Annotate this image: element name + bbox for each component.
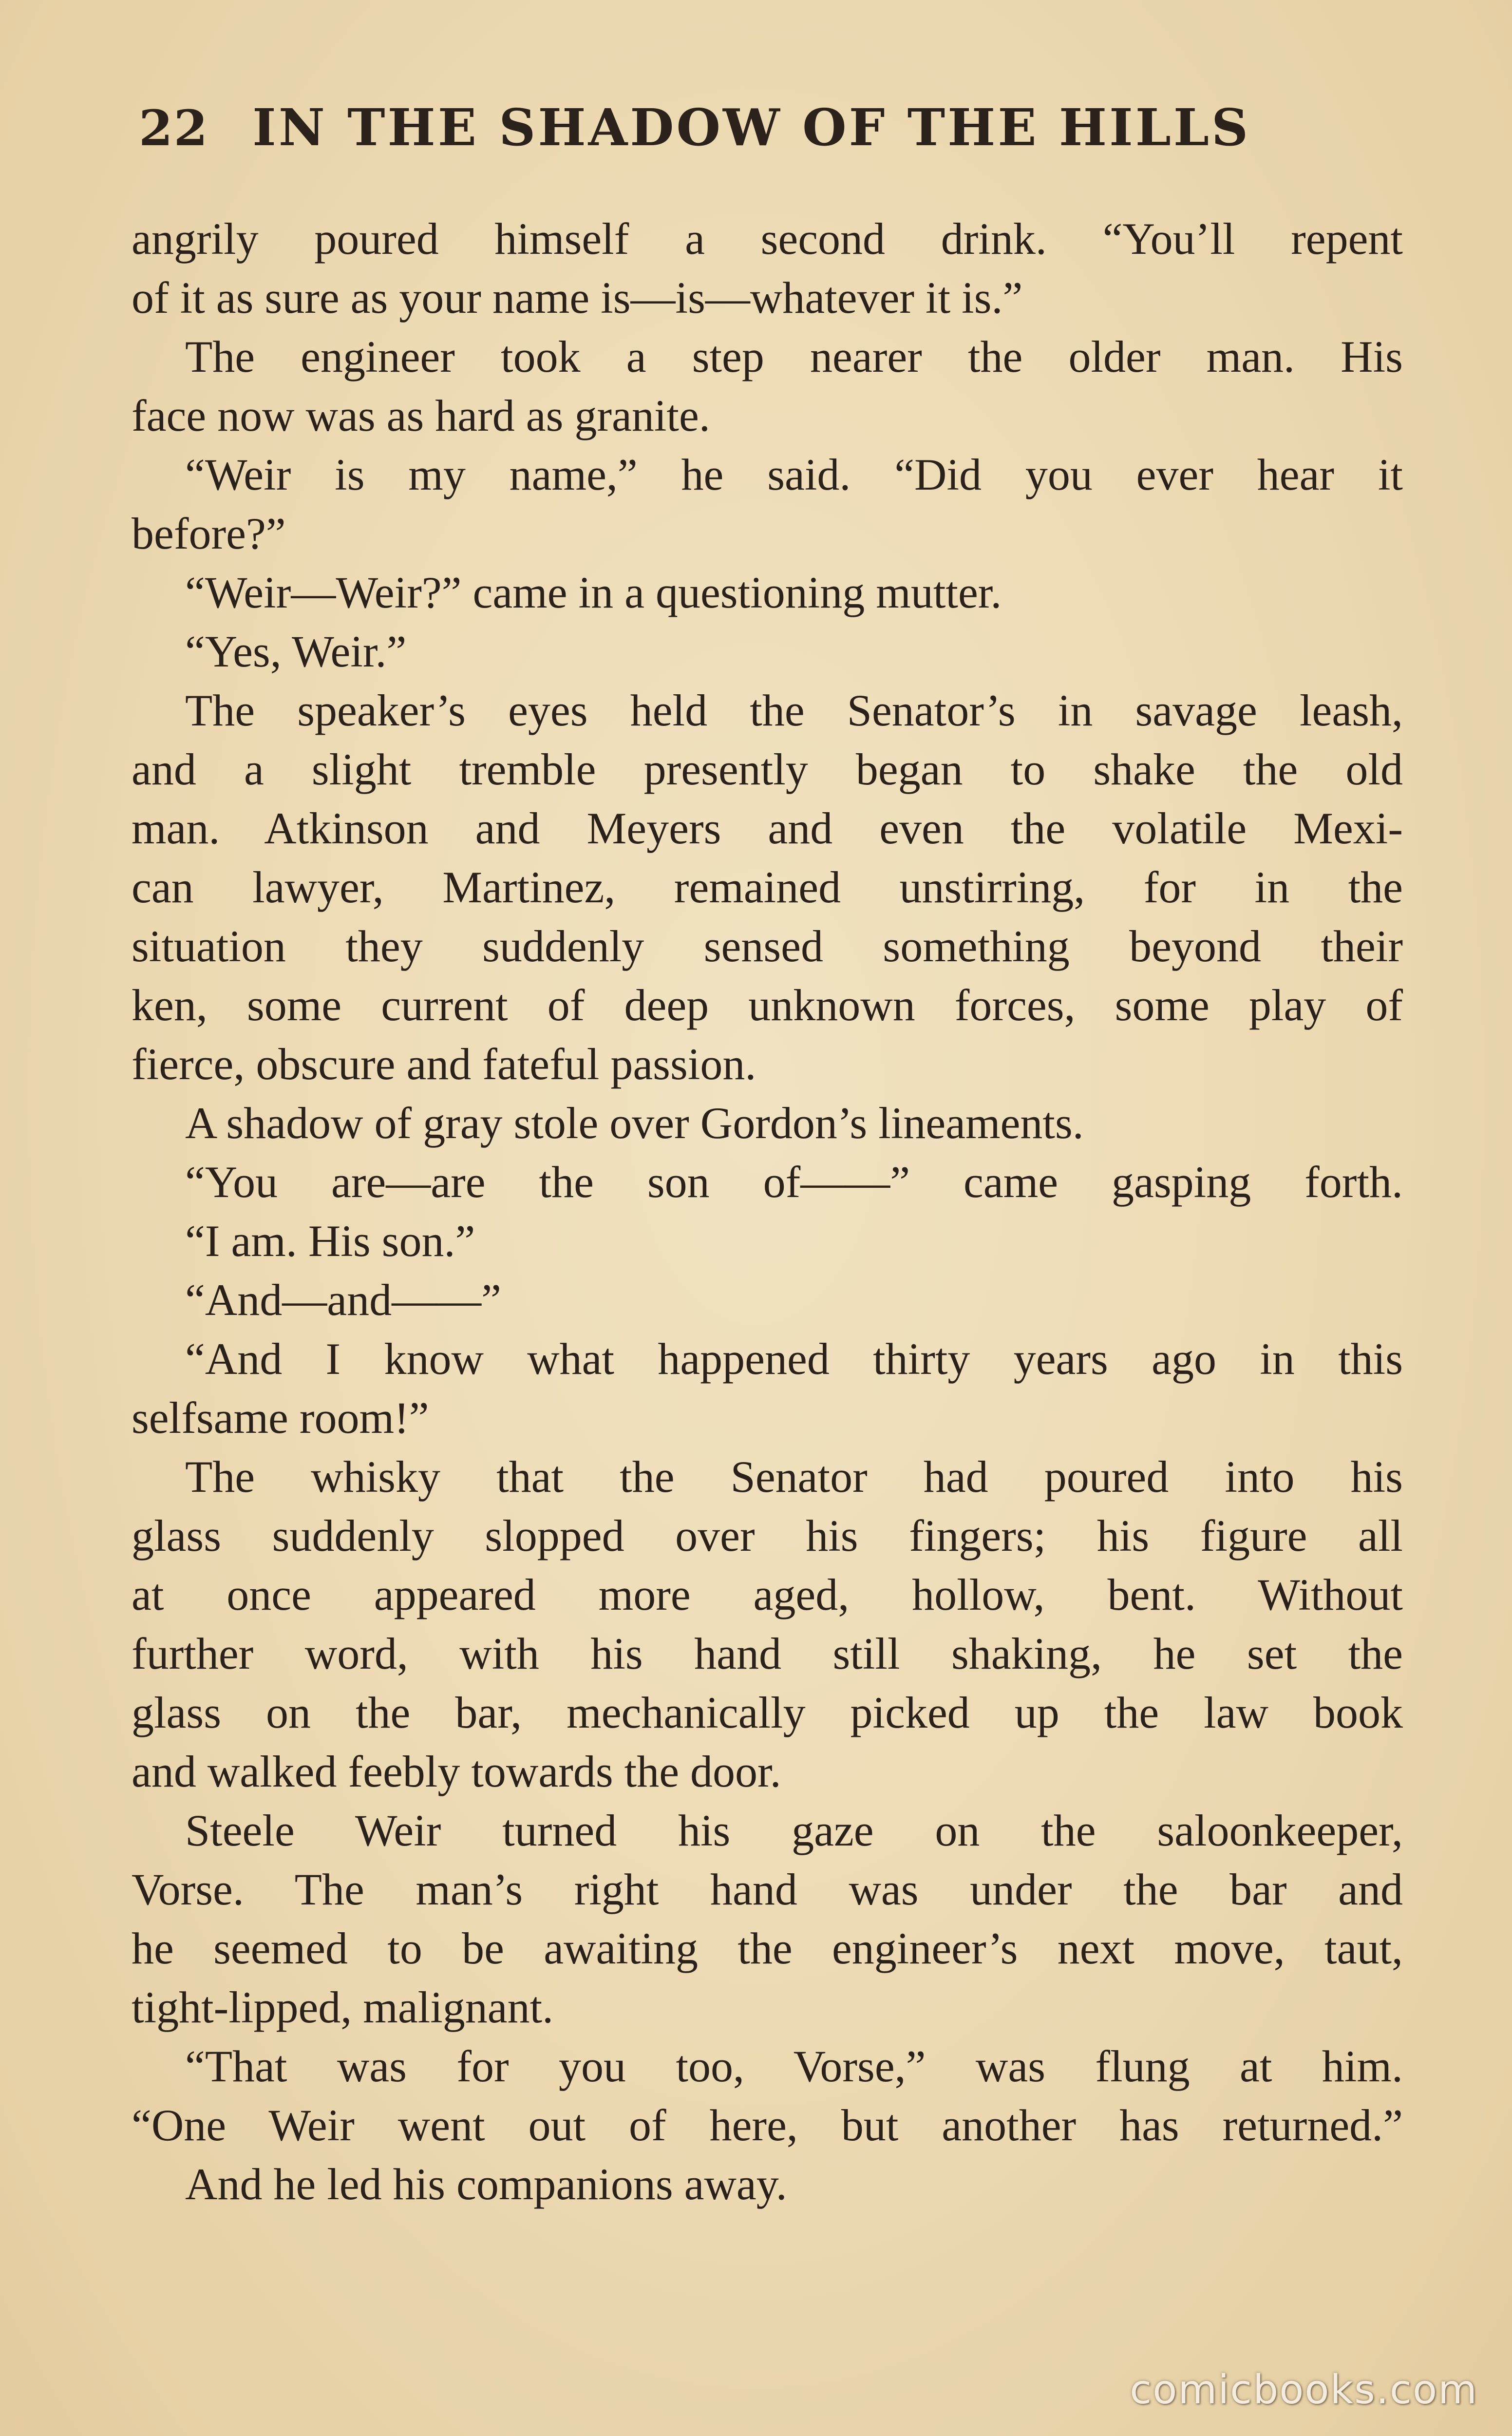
text-line: “And—and——” (185, 1275, 501, 1325)
text-line: “I am. His son.” (185, 1216, 475, 1266)
text-line: “That was for you too, Vorse,” was flung at him. (185, 2041, 1403, 2091)
text-line: at once appeared more aged, hollow, bent. Without (132, 1570, 1403, 1619)
text-line: The speaker’s eyes held the Senator’s in savage leash, (185, 685, 1403, 735)
text-line: “Weir is my name,” he said. “Did you ever hear it (185, 450, 1403, 499)
watermark: comicbooks.com (1130, 2367, 1478, 2413)
text-line: face now was as hard as granite. (132, 391, 710, 440)
page-number: 22 (139, 99, 209, 157)
text-line: can lawyer, Martinez, remained unstirring, for in the (132, 862, 1403, 912)
text-line: The whisky that the Senator had poured into his (185, 1452, 1403, 1502)
text-line: before?” (132, 509, 286, 558)
text-line: “You are—are the son of——” came gasping forth. (185, 1157, 1403, 1207)
running-head: IN THE SHADOW OF THE HILLS (252, 97, 1251, 157)
text-line: situation they suddenly sensed something beyond their (132, 921, 1403, 971)
text-line: angrily poured himself a second drink. “You’ll repent (132, 214, 1403, 264)
text-line: of it as sure as your name is—is—whatever it is.” (132, 273, 1023, 323)
text-line: glass on the bar, mechanically picked up the law book (132, 1688, 1403, 1737)
text-line: “And I know what happened thirty years ago in this (185, 1334, 1403, 1384)
text-line: selfsame room!” (132, 1393, 429, 1443)
text-line: tight-lipped, malignant. (132, 1982, 554, 2032)
text-line: Vorse. The man’s right hand was under the bar and (132, 1865, 1403, 1914)
text-line: “Yes, Weir.” (185, 627, 407, 676)
body-text (132, 209, 1403, 2214)
page-header (139, 97, 1376, 171)
text-line: And he led his companions away. (185, 2159, 787, 2209)
text-line: he seemed to be awaiting the engineer’s next move, taut, (132, 1923, 1403, 1973)
text-line: and walked feebly towards the door. (132, 1747, 781, 1796)
text-line: further word, with his hand still shaking, he set the (132, 1629, 1403, 1678)
text-line: The engineer took a step nearer the older man. His (185, 332, 1403, 381)
text-line: man. Atkinson and Meyers and even the volatile Mexi- (132, 803, 1403, 853)
text-line: Steele Weir turned his gaze on the saloonkeeper, (185, 1806, 1403, 1855)
text-line: glass suddenly slopped over his fingers; his figure all (132, 1511, 1403, 1561)
text-line: ken, some current of deep unknown forces, some play of (132, 980, 1403, 1030)
text-line: fierce, obscure and fateful passion. (132, 1039, 756, 1089)
text-line: “Weir—Weir?” came in a questioning mutter. (185, 568, 1002, 617)
text-line: “One Weir went out of here, but another has returned.” (132, 2100, 1403, 2150)
text-line: and a slight tremble presently began to shake the old (132, 744, 1403, 794)
text-line: A shadow of gray stole over Gordon’s lineaments. (185, 1098, 1084, 1148)
